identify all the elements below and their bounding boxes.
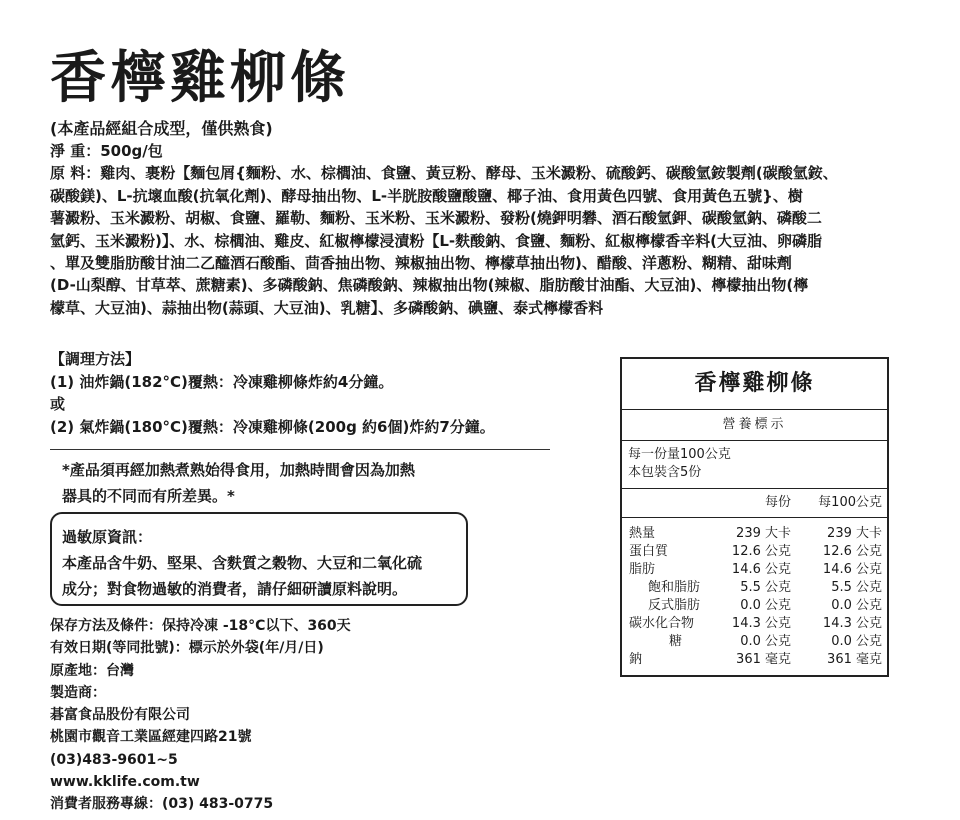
nutrient-name: 飽和脂肪 [648,580,701,595]
serving-size: 每一份量100公克 [628,447,731,462]
ingredients-block [50,140,910,319]
manufacturer-address: 桃園市觀音工業區經建四路21號 [50,729,252,746]
nutrition-row [622,651,887,669]
allergen-line: 本產品含牛奶、堅果、含麩質之穀物、大豆和二氧化硫 [62,554,423,572]
nutrition-title: 香檸雞柳條 [622,359,887,410]
per-100g-value: 0.0 公克 [831,634,882,649]
allergen-box [50,512,468,606]
ingredients-line: 檬草、大豆油)、蒜抽出物(蒜頭、大豆油)、乳糖】、多磷酸鈉、碘鹽、泰式檸檬香料 [50,298,604,317]
product-subtitle: (本產品經組合成型，僅供熟食) [50,119,273,138]
net-weight: 淨 重：500g/包 [50,142,163,160]
per-100g-value: 239 大卡 [827,526,882,541]
cooking-step: (1) 油炸鍋(182°C)覆熱：冷凍雞柳條炸約4分鐘。 [50,372,394,391]
nutrition-label: 營養標示 [622,410,887,441]
per-serving-value: 361 毫克 [736,652,791,667]
per-100g-value: 14.6 公克 [822,562,882,577]
nutrient-name: 碳水化合物 [629,616,695,631]
heating-notice [62,457,532,509]
per-100g-value: 0.0 公克 [831,598,882,613]
manufacturer-name: 碁富食品股份有限公司 [50,707,190,724]
nutrient-name: 脂肪 [629,562,656,577]
notice-line: *產品須再經加熱煮熟始得食用，加熱時間會因為加熱 [62,461,415,479]
cooking-heading: 【調理方法】 [50,350,141,368]
per-serving-value: 5.5 公克 [740,580,791,595]
ingredients-line: 原 料：雞肉、裹粉【麵包屑{麵粉、水、棕櫚油、食鹽、黃豆粉、酵母、玉米澱粉、硫酸鈣、碳酸氫銨製劑(碳酸氫銨、 [50,164,838,183]
nutrient-name: 反式脂肪 [648,598,701,613]
nutrition-row [622,543,887,561]
allergen-heading: 過敏原資訊： [62,528,153,546]
nutrition-table [620,357,889,677]
product-title: 香檸雞柳條 [50,46,350,111]
nutrition-row [622,597,887,615]
per-serving-value: 239 大卡 [736,526,791,541]
nutrition-row [622,561,887,579]
col-per-serving: 每份 [764,495,791,510]
storage-line: 保存方法及條件：保持冷凍 -18°C以下、360天 [50,618,351,634]
service-hotline: 消費者服務專線：(03) 483-0775 [50,796,274,813]
per-serving-value: 14.3 公克 [731,616,791,631]
ingredients-line: 、單及雙脂肪酸甘油二乙醯酒石酸酯、茴香抽出物、辣椒抽出物、檸檬草抽出物)、醋酸、洋蔥粉、糊精、甜味劑 [50,254,792,273]
nutrient-name: 糖 [669,634,683,649]
divider [50,449,550,450]
origin-line: 原產地：台灣 [50,662,134,679]
nutrient-name: 熱量 [629,526,656,541]
per-100g-value: 14.3 公克 [822,616,882,631]
per-serving-value: 0.0 公克 [740,634,791,649]
nutrition-row [622,615,887,633]
ingredients-line: 薯澱粉、玉米澱粉、胡椒、食鹽、羅勒、麵粉、玉米粉、玉米澱粉、發粉(燒鉀明礬、酒石酸氫鉀、碳酸氫鈉、磷酸二 [50,209,822,228]
manufacturer-label: 製造商： [50,684,106,701]
nutrient-name: 蛋白質 [629,544,669,559]
nutrient-name: 鈉 [629,652,643,667]
nutrition-header [622,489,887,518]
per-serving-value: 12.6 公克 [731,544,791,559]
per-serving-value: 14.6 公克 [731,562,791,577]
ingredients-line: 碳酸鎂)、L-抗壞血酸(抗氧化劑)、酵母抽出物、L-半胱胺酸鹽酸鹽、椰子油、食用黃色四號、食用黃色五號}、樹 [50,186,803,205]
ingredients-line: 氫鈣、玉米澱粉)】、水、棕櫚油、雞皮、紅椒檸檬浸漬粉【L-麩酸鈉、食鹽、麵粉、紅椒檸檬香辛料(大豆油、卵磷脂 [50,231,822,250]
per-100g-value: 12.6 公克 [822,544,882,559]
notice-line: 器具的不同而有所差異。* [62,487,235,505]
nutrition-row [622,525,887,543]
serving-info [622,441,887,489]
ingredients-line: (D-山梨醇、甘草萃、蔗糖素)、多磷酸鈉、焦磷酸鈉、辣椒抽出物(辣椒、脂肪酸甘油酯、大豆油)、檸檬抽出物(檸 [50,276,809,295]
nutrition-rows [622,518,887,669]
allergen-line: 成分；對食物過敏的消費者，請仔細研讀原料說明。 [62,580,408,598]
nutrition-row [622,579,887,597]
manufacturer-phone: (03)483-9601~5 [50,751,178,768]
expiry-line: 有效日期(等同批號)：標示於外袋(年/月/日) [50,640,324,657]
cooking-method [50,348,560,438]
servings-per-pack: 本包裝含5份 [628,465,702,480]
website: www.kklife.com.tw [50,774,200,791]
col-per-100g: 每100公克 [818,495,882,510]
cooking-or: 或 [50,395,66,413]
per-100g-value: 5.5 公克 [831,580,882,595]
storage-info [50,615,470,816]
per-100g-value: 361 毫克 [827,652,882,667]
nutrition-row [622,633,887,651]
per-serving-value: 0.0 公克 [740,598,791,613]
cooking-step: (2) 氣炸鍋(180°C)覆熱：冷凍雞柳條(200g 約6個)炸約7分鐘。 [50,417,495,436]
